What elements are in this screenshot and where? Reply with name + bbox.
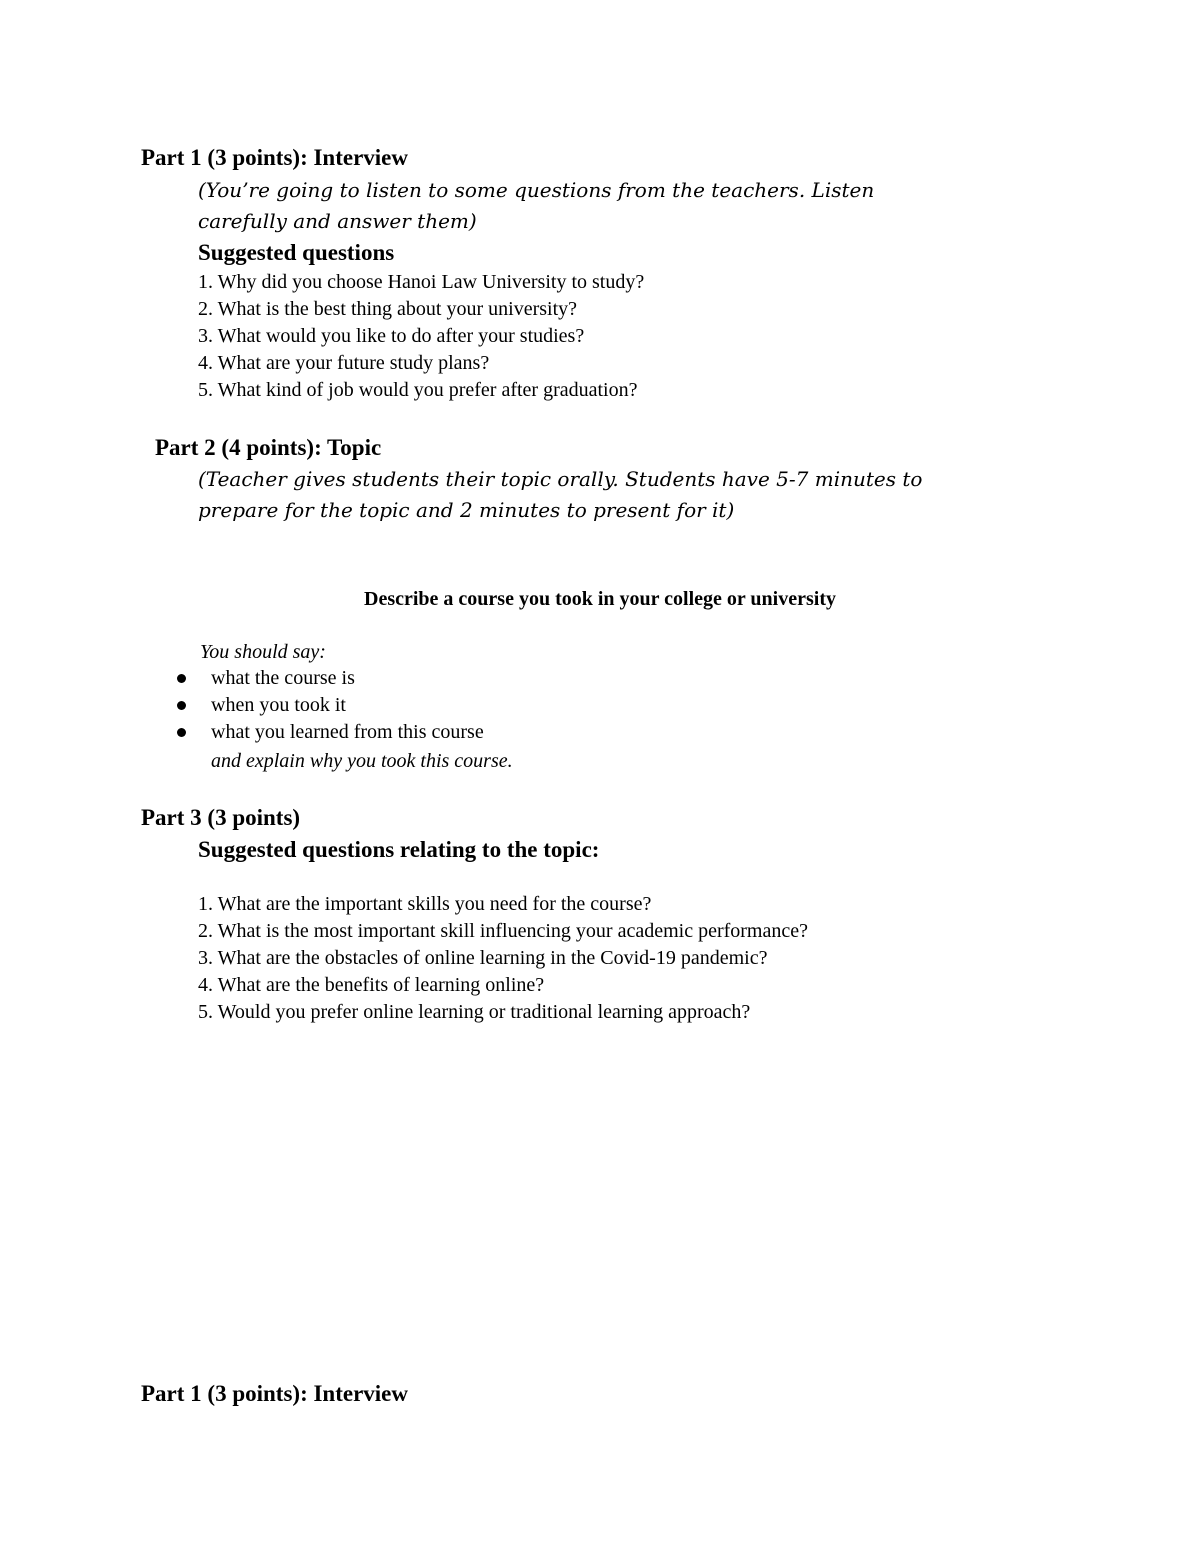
bullet-text: when you took it <box>211 694 346 716</box>
part1-heading: Part 1 (3 points): Interview <box>141 145 409 170</box>
part3-subheading: Suggested questions relating to the topic: <box>198 837 600 862</box>
part1-repeat-heading: Part 1 (3 points): Interview <box>141 1381 409 1406</box>
list-item: 4. What are the benefits of learning online? <box>198 974 545 996</box>
bullet-icon <box>177 674 186 683</box>
list-item <box>175 692 484 719</box>
list-item <box>175 719 484 746</box>
part1-note: (You’re going to listen to some questions from the teachers. Listen carefully and answer them) <box>198 178 875 233</box>
prompt-intro: You should say: <box>200 641 326 663</box>
topic-title: Describe a course you took in your college or university <box>364 588 836 610</box>
list-item: 3. What are the obstacles of online learning in the Covid-19 pandemic? <box>198 947 768 969</box>
prompt-outro: and explain why you took this course. <box>211 750 513 772</box>
list-item: 3. What would you like to do after your studies? <box>198 325 585 347</box>
list-item: 5. What kind of job would you prefer after graduation? <box>198 379 638 401</box>
part2-note: (Teacher gives students their topic orally. Students have 5-7 minutes to prepare for the topic and 2 minutes to present for it) <box>198 467 923 522</box>
list-item: 4. What are your future study plans? <box>198 352 490 374</box>
topic-bullet-list <box>175 665 484 746</box>
part2-heading: Part 2 (4 points): Topic <box>155 435 382 460</box>
list-item: 2. What is the best thing about your university? <box>198 298 578 320</box>
bullet-text: what the course is <box>211 667 355 689</box>
bullet-icon <box>177 701 186 710</box>
bullet-text: what you learned from this course <box>211 721 484 743</box>
list-item: 1. Why did you choose Hanoi Law University to study? <box>198 271 645 293</box>
part1-question-list <box>198 269 644 404</box>
list-item: 2. What is the most important skill influencing your academic performance? <box>198 920 808 942</box>
list-item <box>175 665 484 692</box>
part1-subheading: Suggested questions <box>198 240 395 265</box>
list-item: 1. What are the important skills you need for the course? <box>198 893 652 915</box>
bullet-icon <box>177 728 186 737</box>
part3-question-list <box>198 891 808 1026</box>
list-item: 5. Would you prefer online learning or traditional learning approach? <box>198 1001 751 1023</box>
part3-heading: Part 3 (3 points) <box>141 805 301 830</box>
